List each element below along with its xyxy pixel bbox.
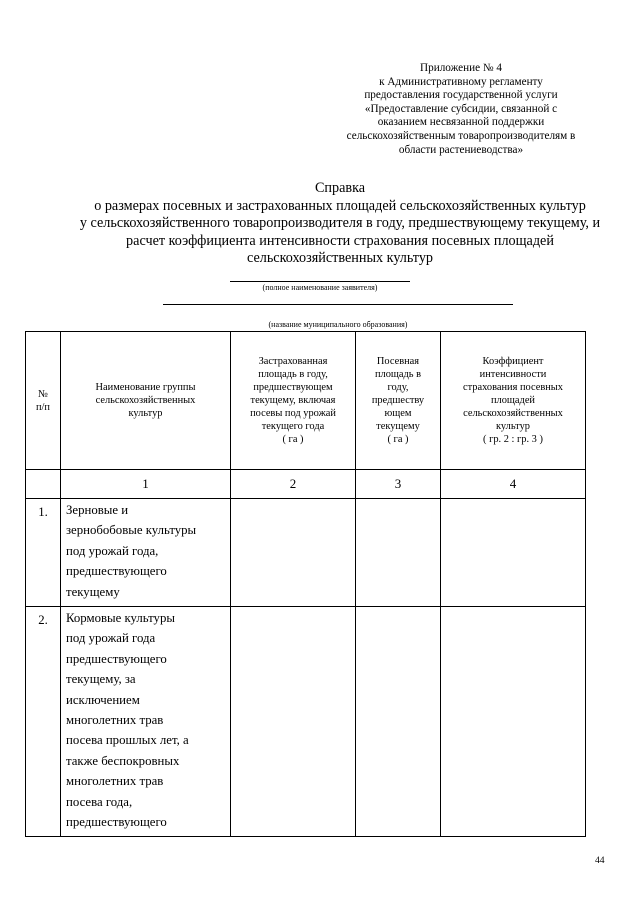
appendix-line: предоставления государственной услуги	[364, 89, 558, 102]
sown-area-cell[interactable]	[356, 499, 441, 607]
title-line: у сельскохозяйственного товаропроизводителя в году, предшествующему текущему, и	[79, 215, 601, 232]
insured-area-cell[interactable]	[231, 607, 356, 837]
column-number-row	[26, 470, 586, 499]
header-number: № п/п	[26, 332, 61, 470]
header-coefficient: Коэффициент интенсивности страхования посевных площадей сельскохозяйственных культур ( гр. 2 : гр. 3 )	[441, 332, 586, 470]
appendix-line: области растениеводства»	[398, 143, 524, 156]
coefficient-cell[interactable]	[441, 607, 586, 837]
appendix-line: сельскохозяйственным товаропроизводителям в	[346, 129, 576, 142]
column-number-cell: 1	[61, 470, 231, 499]
header-sown-area: Посевная площадь в году, предшеству ющем текущему ( га )	[356, 332, 441, 470]
appendix-header	[330, 62, 592, 157]
data-table	[25, 331, 586, 837]
table-header-row	[26, 332, 586, 470]
title-line: расчет коэффициента интенсивности страхования посевных площадей	[126, 232, 554, 249]
header-crop-group: Наименование группы сельскохозяйственных культур	[61, 332, 231, 470]
row-number: 1.	[26, 499, 61, 607]
sown-area-cell[interactable]	[356, 607, 441, 837]
insured-area-cell[interactable]	[231, 499, 356, 607]
column-number-cell: 4	[441, 470, 586, 499]
column-number-cell	[26, 470, 61, 499]
appendix-line: «Предоставление субсидии, связанной с	[364, 102, 558, 115]
document-title	[0, 180, 640, 268]
municipality-line	[163, 304, 513, 305]
appendix-line: Приложение № 4	[420, 62, 502, 74]
column-number-cell: 2	[231, 470, 356, 499]
title-line: сельскохозяйственных культур	[246, 250, 434, 267]
title-line: о размерах посевных и застрахованных площадей сельскохозяйственных культур	[94, 197, 586, 214]
title-heading: Справка	[314, 180, 366, 196]
municipality-caption: (название муниципального образования)	[268, 320, 408, 329]
crop-group-cell: Кормовые культуры под урожай года предшествующего текущему, за исключением многолетних трав посева прошлых лет, а также беспокровных многолетних трав посева года, предшествующего	[61, 607, 231, 837]
page-number: 44	[595, 855, 605, 866]
applicant-caption: (полное наименование заявителя)	[262, 283, 378, 292]
table-row	[26, 607, 586, 837]
applicant-name-line	[230, 281, 410, 282]
table-row	[26, 499, 586, 607]
row-number: 2.	[26, 607, 61, 837]
appendix-line: оказанием несвязанной поддержки	[377, 116, 545, 129]
column-number-cell: 3	[356, 470, 441, 499]
appendix-line: к Административному регламенту	[379, 75, 543, 88]
crop-group-cell: Зерновые и зернобобовые культуры под урожай года, предшествующего текущему	[61, 499, 231, 607]
coefficient-cell[interactable]	[441, 499, 586, 607]
header-insured-area: Застрахованная площадь в году, предшествующем текущему, включая посевы под урожай текущего года ( га )	[231, 332, 356, 470]
